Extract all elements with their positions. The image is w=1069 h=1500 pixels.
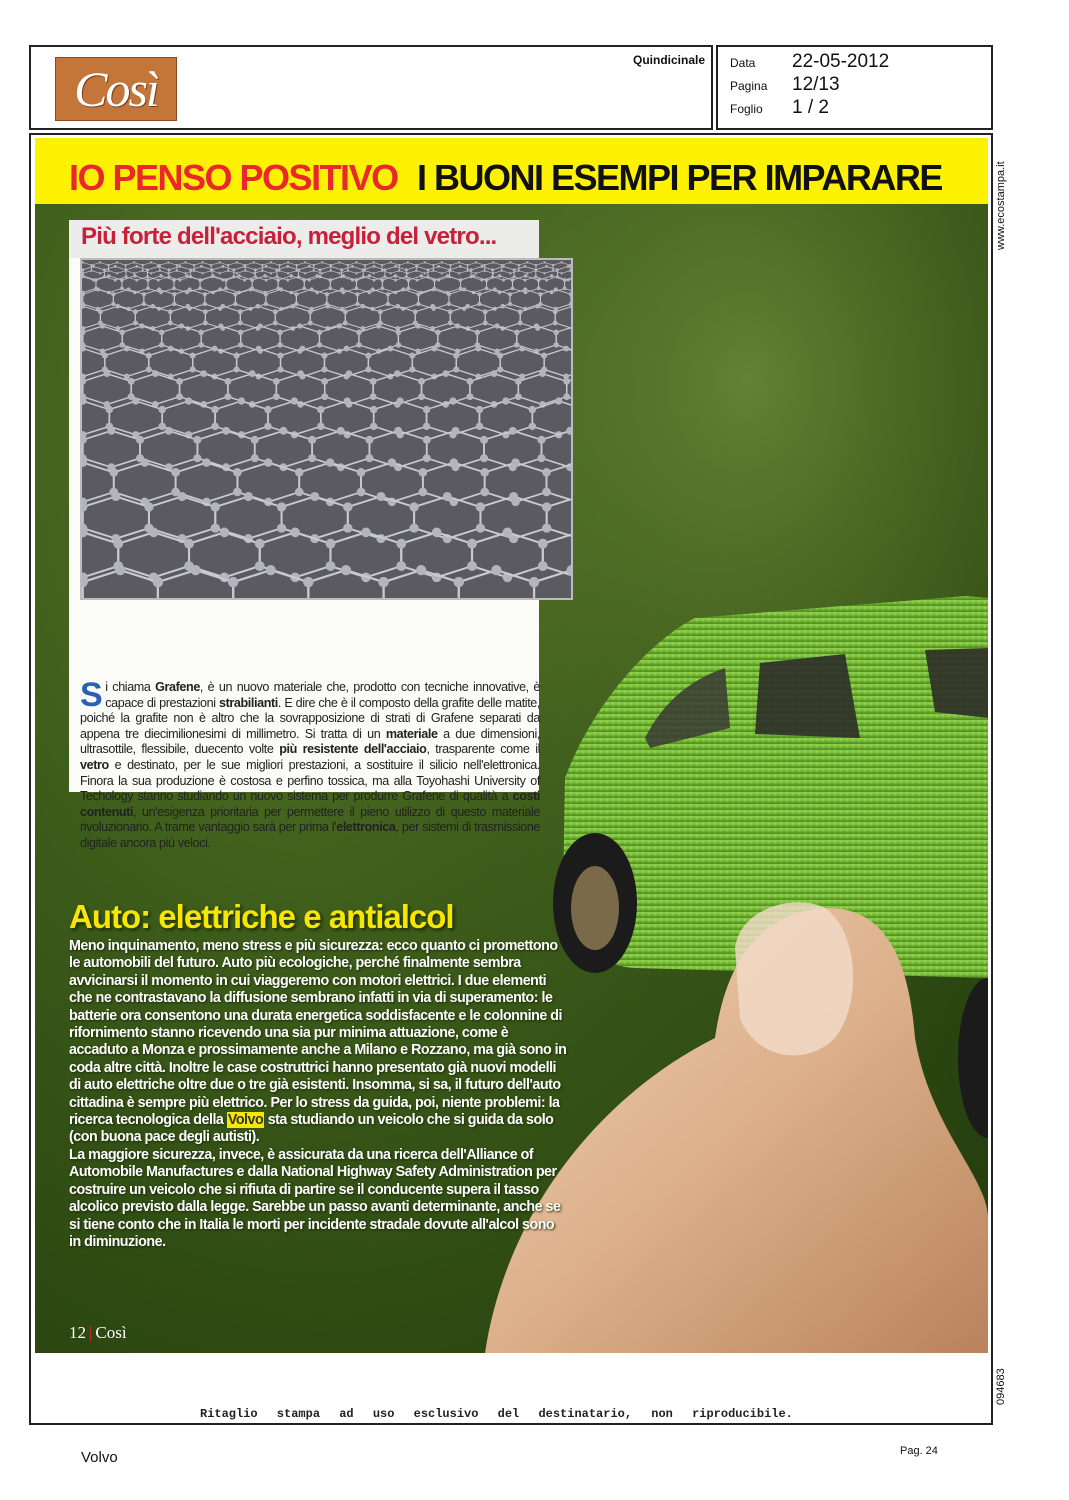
meta-row-data (730, 51, 889, 73)
logo-text: Così (74, 61, 158, 117)
graphene-box (69, 220, 541, 850)
header-meta-box (716, 45, 993, 130)
magazine-logo (55, 57, 177, 121)
body-run: i chiama (105, 680, 156, 694)
meta-label: Foglio (730, 102, 763, 116)
body-run: e destinato, per le sue migliori prestazioni, a sostituire il silicio nell'elettronica. Finora la sua produzione è costosa e perfino tossica, ma alla Toyohashi University of Techology stanno studiando un nuovo sistema per produrre Grafene di qualità a (80, 757, 540, 804)
bold-term: più resistente dell'acciaio (279, 742, 427, 757)
bold-term: vetro (80, 757, 109, 772)
folio-magazine: Così (95, 1323, 127, 1342)
side-code (995, 1345, 1013, 1405)
section-banner (35, 138, 988, 204)
magazine-page (35, 138, 988, 1353)
footer-keyword: Volvo (81, 1449, 118, 1466)
footer-page: Pag. 24 (900, 1445, 938, 1457)
meta-value: 1 / 2 (792, 97, 829, 118)
dropcap: S (80, 676, 103, 714)
reproduction-notice: Ritaglio stampa ad uso esclusivo del destinatario, non riproducibile. (200, 1407, 793, 1421)
thumbnail (735, 902, 853, 1055)
side-url (995, 150, 1013, 250)
body-run: , per sistemi di trasmissione digitale ancora più veloci. (80, 820, 540, 850)
body-run: . E dire che è il composto della grafite delle matite, poiché la grafite non è altro che la sovrapposizione di strati di Grafene separati da appena tre diecimilionesimi di millimetro. Si tratta di un (80, 695, 541, 741)
meta-row-pagina (730, 74, 840, 96)
meta-label: Pagina (730, 79, 768, 93)
bold-term: costi contenuti (80, 789, 540, 819)
meta-label: Data (730, 56, 756, 70)
box-body-text (80, 676, 541, 852)
auto-paragraph-1 (69, 938, 569, 1147)
box-header (69, 220, 539, 258)
publication-frequency: Quindicinale (632, 53, 705, 67)
folio-number: 12 (69, 1323, 86, 1342)
body-run: a due dimensioni, ultrasottile, flessibile, duecento volte (80, 726, 540, 757)
banner-title-black: I BUONI ESEMPI PER IMPARARE (417, 157, 942, 198)
body-run: , un'esigenza prioritaria per permettere il pieno utilizzo di questo materiale rivoluzionario. A trame vantaggio sarà per prima l' (80, 804, 540, 835)
header-left-box (29, 45, 713, 130)
auto-paragraph-2: La maggiore sicurezza, invece, è assicurata da una ricerca dell'Alliance of Automobile Manufactures e dalla National Highway Safety Administration per costruire un veicolo che si rifiuta di partire se il conducente supera il tasso alcolico previsto dalla legge. Sarebbe un passo avanti determinante, anche se si tiene conto che in Italia le morti per incidente stradale dovute all'alcol sono in diminuzione. (69, 1146, 561, 1250)
meta-value: 12/13 (792, 74, 840, 95)
auto-section-body (69, 938, 569, 1251)
auto-text: Meno inquinamento, meno stress e più sicurezza: ecco quanto ci promettono le automobili del futuro. Auto più ecologiche, perché finalmente sembra avvicinarsi il momento in cui viaggeremo con motori elettrici. I due elementi che ne contrastavano la diffusione sembrano infatti in via di superamento: le batterie ora consentono una durata energetica soddisfacente e le colonnine di rifornimento stanno ricevendo una sia pur minima attuazione, come è accaduto a Monza e prossimamente anche a Milano e Rozzano, ma già sono in coda altre città. Inoltre le case costruttrici hanno presentato già nuovi modelli di auto elettriche oltre due o tre già esistenti. Insomma, si sa, il futuro dell'auto cittadina è sempre più elettrico. Per lo stress da guida, poi, niente problemi: la ricerca tecnologica della (69, 938, 567, 1129)
page-folio (69, 1323, 127, 1343)
side-url-text: www.ecostampa.it (995, 161, 1007, 250)
body-run: , trasparente come il (426, 742, 540, 757)
body-run: , è un nuovo materiale che, prodotto con tecniche innovative, è capace di prestazioni (105, 680, 540, 710)
auto-text: sta studiando un veicolo che si guida da solo (con buona pace degli autisti). (69, 1112, 554, 1146)
bold-term: elettronica (336, 820, 396, 835)
bold-term: materiale (385, 726, 438, 741)
box-heading: Più forte dell'acciaio, meglio del vetro... (81, 223, 497, 250)
banner-title-red: IO PENSO POSITIVO (69, 157, 398, 198)
meta-value: 22-05-2012 (792, 51, 890, 72)
volvo-highlight: Volvo (227, 1112, 264, 1129)
auto-section-title: Auto: elettriche e antialcol (69, 898, 454, 935)
bold-term: Grafene (155, 680, 200, 694)
side-code-text: 094683 (995, 1368, 1007, 1405)
bold-term: strabilianti (219, 695, 278, 710)
graphene-lattice-image (80, 258, 573, 600)
meta-row-foglio (730, 97, 829, 119)
folio-separator: | (89, 1323, 93, 1342)
